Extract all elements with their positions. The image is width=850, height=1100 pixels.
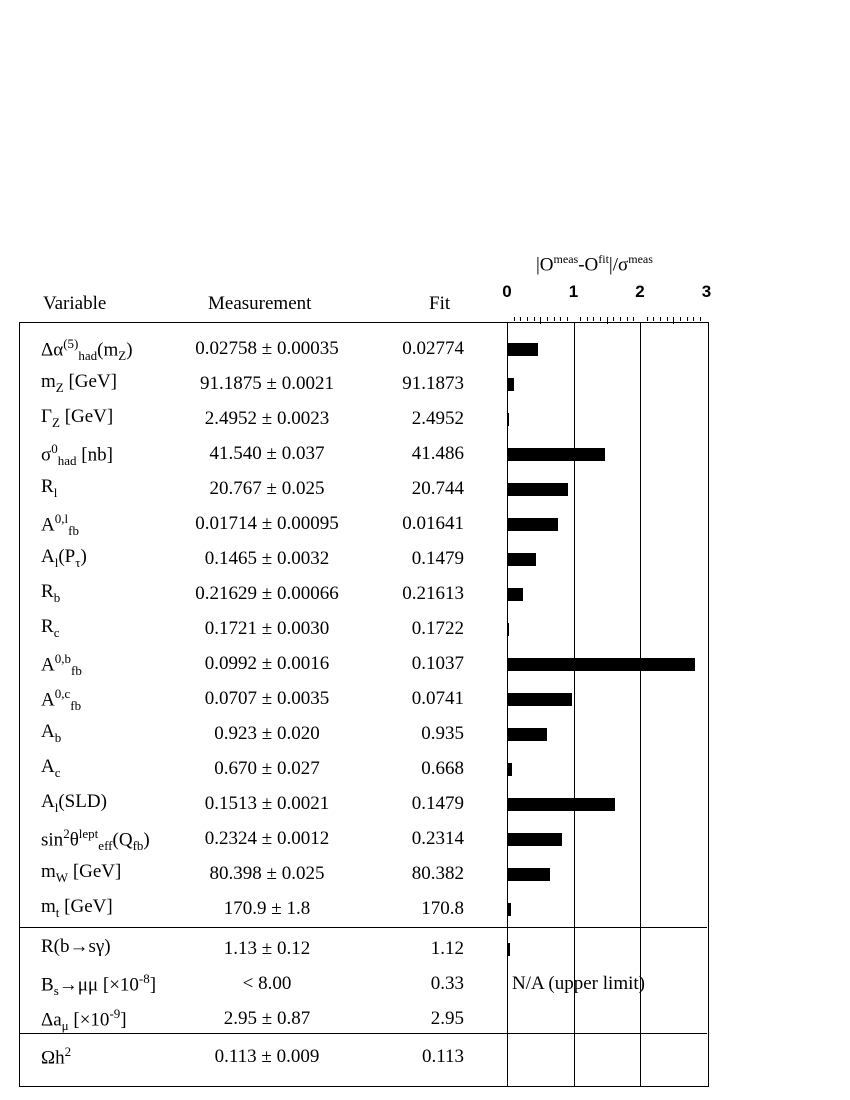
minor-tick — [607, 317, 608, 324]
pull-bar — [507, 343, 538, 356]
minor-tick — [653, 317, 654, 321]
header-variable: Variable — [43, 293, 107, 314]
minor-tick — [560, 317, 561, 321]
minor-tick — [627, 317, 628, 321]
variable-name: $\Omega h^2$ — [41, 1044, 72, 1069]
table-row — [0, 965, 850, 999]
pull-bar — [507, 553, 536, 566]
table-row — [0, 820, 850, 854]
fit-value: 0.668 — [421, 758, 464, 779]
table-row — [0, 715, 850, 749]
variable-name: A$^{0,l}_{fb}$ — [41, 511, 79, 539]
fit-value: 41.486 — [411, 443, 464, 464]
fit-value: 0.33 — [430, 973, 464, 994]
minor-tick — [633, 317, 634, 321]
minor-tick — [527, 317, 528, 321]
minor-tick — [613, 317, 614, 321]
fit-value: 0.935 — [421, 723, 464, 744]
fit-value: 80.382 — [411, 863, 464, 884]
pull-bar — [507, 623, 509, 636]
pull-bar — [507, 868, 550, 881]
pull-bar — [507, 518, 558, 531]
table-row — [0, 1038, 850, 1072]
variable-name: $A_l(P_\tau)$ — [41, 546, 87, 570]
pull-bar — [507, 693, 572, 706]
measurement-value: 0.2324 ± 0.0012 — [204, 828, 330, 849]
fit-value: 2.4952 — [411, 408, 464, 429]
measurement-value: 0.0992 ± 0.0016 — [204, 653, 330, 674]
measurement-value: 91.1875 ± 0.0021 — [200, 373, 334, 394]
table-row — [0, 1000, 850, 1034]
variable-name: $\sigma^0_{had}$ [nb] — [41, 441, 113, 469]
x-tick-label: 0 — [502, 282, 512, 301]
table-row — [0, 610, 850, 644]
variable-name: $\sin^2\theta^{lept}_{eff}(Q_{fb})$ — [41, 826, 150, 854]
variable-name: R(b→sγ) — [41, 936, 111, 957]
pull-bar — [507, 413, 509, 426]
table-row — [0, 680, 850, 714]
variable-name: $m_Z$ [GeV] — [41, 371, 118, 395]
minor-tick — [554, 317, 555, 321]
minor-tick — [540, 317, 541, 324]
fit-value: 0.0741 — [411, 688, 464, 709]
variable-name: $A_l(SLD)$ — [41, 791, 107, 815]
header-measurement: Measurement — [208, 293, 312, 314]
fit-value: 0.113 — [421, 1046, 464, 1067]
fit-value: 0.1037 — [411, 653, 464, 674]
minor-tick — [660, 317, 661, 321]
measurement-value: 0.113 ± 0.009 — [214, 1046, 320, 1067]
measurement-value: 1.13 ± 0.12 — [223, 938, 311, 959]
fit-value: 2.95 — [430, 1008, 464, 1029]
measurement-value: 0.21629 ± 0.00066 — [195, 583, 339, 604]
pull-axis-title: $|O^{meas}-O^{fit}|/\sigma^{meas}$ — [536, 252, 653, 276]
minor-tick — [673, 317, 674, 324]
measurement-value: < 8.00 — [242, 973, 292, 994]
measurement-value: 0.923 ± 0.020 — [214, 723, 320, 744]
table-row — [0, 575, 850, 609]
variable-name: A$^{0,c}_{fb}$ — [41, 686, 82, 714]
fit-value: 0.1722 — [411, 618, 464, 639]
variable-name: $\Delta\alpha^{(5)}_{had}(m_Z)$ — [41, 336, 133, 364]
measurement-value: 0.02758 ± 0.00035 — [195, 338, 339, 359]
minor-tick — [534, 317, 535, 321]
minor-tick — [593, 317, 594, 321]
minor-tick — [687, 317, 688, 321]
variable-name: $m_W$ [GeV] — [41, 861, 122, 885]
minor-tick — [600, 317, 601, 321]
fit-value: 0.21613 — [402, 583, 464, 604]
measurement-value: 0.1513 ± 0.0021 — [204, 793, 330, 814]
table-row — [0, 365, 850, 399]
minor-tick — [514, 317, 515, 321]
minor-tick — [620, 317, 621, 321]
fit-value: 0.1479 — [411, 793, 464, 814]
measurement-value: 0.01714 ± 0.00095 — [195, 513, 339, 534]
table-row — [0, 540, 850, 574]
measurement-value: 170.9 ± 1.8 — [223, 898, 311, 919]
measurement-value: 2.4952 ± 0.0023 — [204, 408, 330, 429]
minor-tick — [693, 317, 694, 321]
minor-tick — [580, 317, 581, 321]
variable-name: $A_b$ — [41, 721, 62, 745]
minor-tick — [567, 317, 568, 321]
header-fit: Fit — [429, 293, 451, 314]
fit-value: 1.12 — [430, 938, 464, 959]
fit-value: 91.1873 — [402, 373, 464, 394]
minor-tick — [547, 317, 548, 321]
pull-bar — [507, 943, 510, 956]
pull-bar — [507, 588, 523, 601]
pull-bar — [507, 728, 547, 741]
table-row — [0, 750, 850, 784]
pull-bar — [507, 658, 695, 671]
table-row — [0, 930, 850, 964]
minor-tick — [587, 317, 588, 321]
x-tick-label: 1 — [568, 282, 579, 301]
variable-name: $R_c$ — [41, 616, 60, 640]
pull-bar — [507, 483, 568, 496]
variable-name: $A_c$ — [41, 756, 61, 780]
table-row — [0, 400, 850, 434]
minor-tick — [680, 317, 681, 321]
pull-bar — [507, 798, 615, 811]
fit-value: 20.744 — [411, 478, 464, 499]
measurement-value: 80.398 ± 0.025 — [209, 863, 325, 884]
variable-name: $R_l$ — [41, 476, 58, 500]
table-row — [0, 785, 850, 819]
variable-name: $\Delta a_\mu$ $[\times 10^{-9}]$ — [41, 1006, 127, 1034]
pull-bar — [507, 448, 605, 461]
variable-name: $m_t$ [GeV] — [41, 896, 113, 920]
fit-value: 0.02774 — [402, 338, 464, 359]
measurement-value: 20.767 ± 0.025 — [209, 478, 325, 499]
table-row — [0, 645, 850, 679]
measurement-value: 0.1721 ± 0.0030 — [204, 618, 330, 639]
measurement-value: 0.670 ± 0.027 — [214, 758, 320, 779]
pull-note: N/A (upper limit) — [512, 973, 645, 994]
variable-name: $R_b$ — [41, 581, 61, 605]
table-row — [0, 855, 850, 889]
minor-tick — [667, 317, 668, 321]
pull-bar — [507, 903, 511, 916]
pull-bar — [507, 763, 512, 776]
measurement-value: 0.0707 ± 0.0035 — [204, 688, 330, 709]
table-row — [0, 890, 850, 924]
fit-value: 0.01641 — [402, 513, 464, 534]
fit-value: 170.8 — [421, 898, 464, 919]
fit-value: 0.2314 — [411, 828, 464, 849]
pull-bar — [507, 833, 562, 846]
fit-value: 0.1479 — [411, 548, 464, 569]
table-row — [0, 505, 850, 539]
measurement-value: 0.1465 ± 0.0032 — [204, 548, 330, 569]
minor-tick — [700, 317, 701, 321]
x-tick-label: 3 — [701, 282, 712, 301]
pull-bar — [507, 378, 514, 391]
measurement-value: 2.95 ± 0.87 — [223, 1008, 311, 1029]
section-separator — [20, 927, 707, 928]
variable-name: A$^{0,b}_{fb}$ — [41, 651, 82, 679]
minor-tick — [520, 317, 521, 321]
table-row — [0, 435, 850, 469]
variable-name: $B_s\to\mu\mu$ $[\times 10^{-8}]$ — [41, 971, 157, 999]
table-row — [0, 330, 850, 364]
minor-tick — [647, 317, 648, 321]
table-row — [0, 470, 850, 504]
variable-name: $\Gamma_Z$ [GeV] — [41, 406, 114, 430]
x-tick-label: 2 — [635, 282, 645, 301]
measurement-value: 41.540 ± 0.037 — [209, 443, 325, 464]
